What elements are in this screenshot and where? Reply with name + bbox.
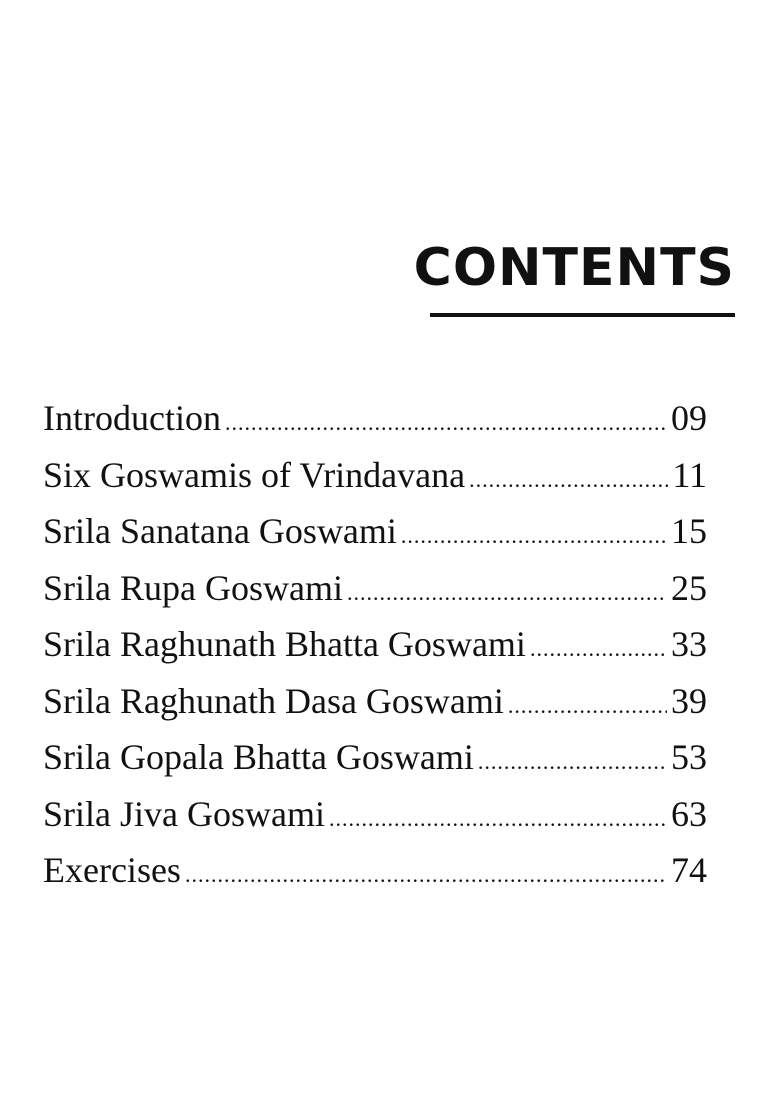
toc-entry-page: 74	[671, 850, 707, 890]
dot-leader	[329, 791, 667, 848]
dot-leader	[347, 565, 667, 622]
toc-entry-label: Six Goswamis of Vrindavana	[43, 454, 466, 495]
toc-entry[interactable]	[43, 729, 707, 786]
toc-entry[interactable]	[43, 786, 707, 843]
toc-entry[interactable]	[43, 616, 707, 673]
toc-entry[interactable]	[43, 390, 707, 447]
toc-entry-label: Introduction	[43, 398, 221, 438]
dot-leader	[401, 508, 667, 565]
toc-entry[interactable]	[43, 673, 707, 730]
page-title: CONTENTS	[413, 238, 735, 298]
toc-entry[interactable]	[43, 447, 707, 504]
dot-leader	[225, 395, 667, 452]
toc-entry-label: Srila Rupa Goswami	[43, 567, 343, 608]
dot-leader	[508, 678, 667, 735]
toc-entry-label: Srila Gopala Bhatta Goswami	[43, 737, 474, 777]
toc-entry-label: Exercises	[43, 850, 181, 890]
title-underline	[430, 313, 735, 317]
toc-entry-page: 09	[671, 398, 707, 438]
toc-entry-page: 11	[672, 454, 707, 495]
table-of-contents	[43, 390, 707, 899]
toc-entry[interactable]	[43, 503, 707, 560]
dot-leader	[530, 621, 667, 678]
toc-entry-page: 25	[671, 567, 707, 608]
toc-entry-page: 15	[671, 511, 707, 551]
dot-leader	[478, 734, 667, 791]
dot-leader	[185, 847, 667, 904]
toc-entry-page: 33	[671, 624, 707, 664]
toc-entry-label: Srila Sanatana Goswami	[43, 511, 397, 551]
toc-entry-label: Srila Jiva Goswami	[43, 793, 325, 834]
toc-entry-label: Srila Raghunath Bhatta Goswami	[43, 624, 526, 664]
toc-entry-page: 53	[671, 737, 707, 777]
dot-leader	[469, 452, 668, 509]
toc-entry-label: Srila Raghunath Dasa Goswami	[43, 680, 504, 721]
toc-entry[interactable]	[43, 560, 707, 617]
toc-entry[interactable]	[43, 842, 707, 899]
toc-entry-page: 39	[671, 680, 707, 721]
toc-entry-page: 63	[671, 793, 707, 834]
